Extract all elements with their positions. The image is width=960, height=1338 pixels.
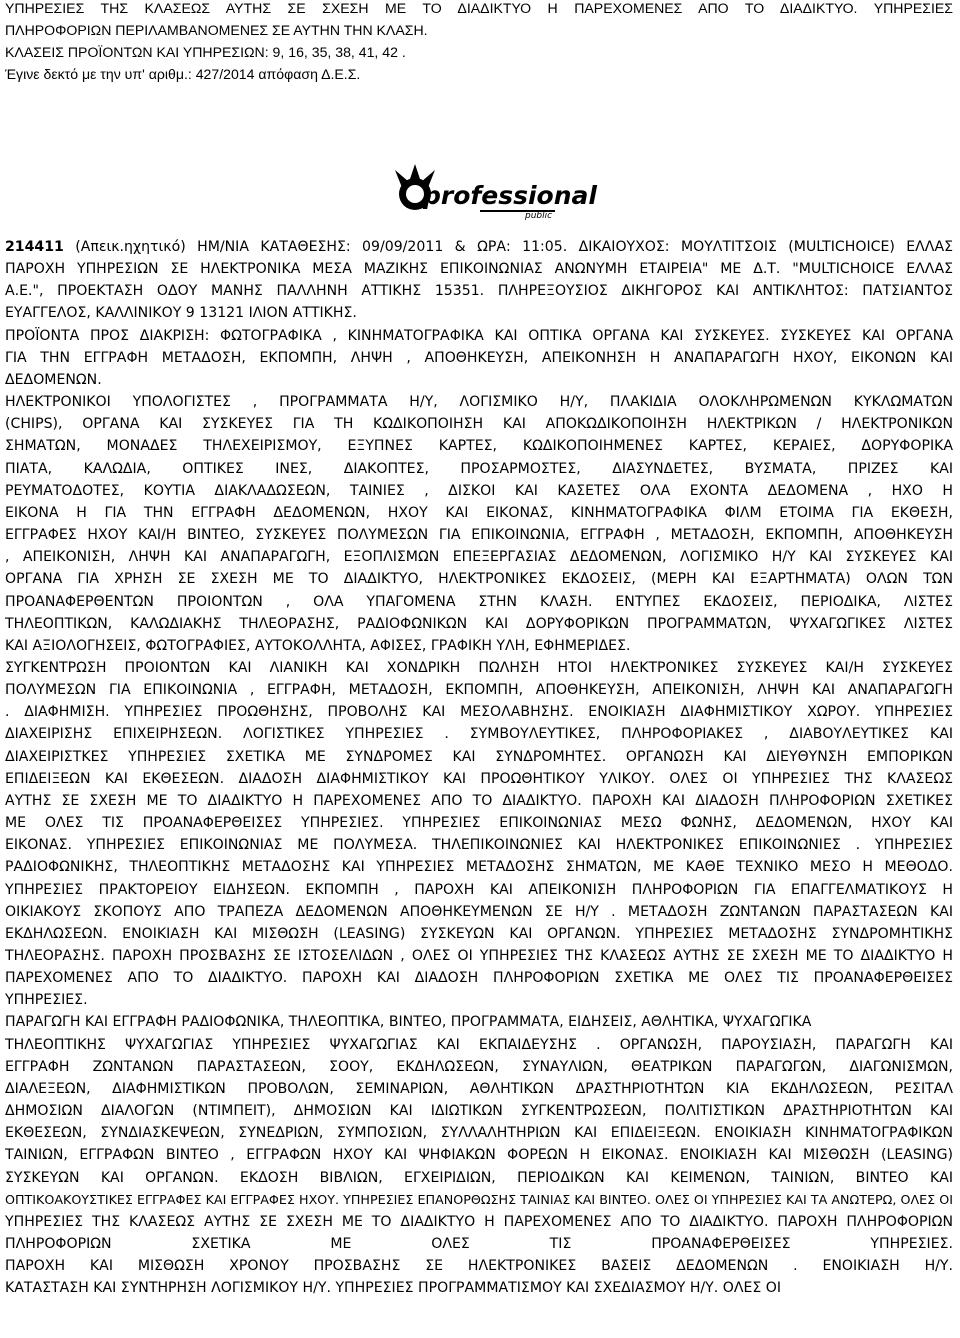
header-line: Έγινε δεκτό με την υπ' αριθμ.: 427/2014 απόφαση Δ.Ε.Σ. [5,66,361,83]
entry-line: ΕΓΓΡΑΦΕΣ ΗΧΟΥ ΚΑΙ/Η ΒΙΝΤΕΟ, ΣΥΣΚΕΥΕΣ ΠΟΛΥΜΕΣΩΝ ΓΙΑ ΕΠΙΚΟΙΝΩΝΙΑ, ΕΓΓΡΑΦΗ , ΜΕΤΑΔΟΣΗ, ΕΚΠΟΜΠΗ, ΑΠΟΘΗΚΕΥΣΗ [5,527,953,544]
entry-line: ΕΙΚΟΝΑ Η ΓΙΑ ΤΗΝ ΕΓΓΡΑΦΗ ΔΕΔΟΜΕΝΩΝ, ΗΧΟΥ ΚΑΙ ΕΙΚΟΝΑΣ, ΚΙΝΗΜΑΤΟΓΡΑΦΙΚΑ ΦΙΛΜ ΕΤΟΙΜΑ ΓΙΑ ΕΚΘΕΣΗ, [5,504,953,521]
entry-line: (CHIPS), ΟΡΓΑΝΑ ΚΑΙ ΣΥΣΚΕΥΕΣ ΓΙΑ ΤΗ ΚΩΔΙΚΟΠΟΙΗΣΗ ΚΑΙ ΑΠΟΚΩΔΙΚΟΠΟΙΗΣΗ ΗΛΕΚΤΡΙΚΩΝ / ΗΛΕΚΤΡΟΝΙΚΩΝ [5,416,953,433]
header-line: ΚΛΑΣΕΙΣ ΠΡΟΪΟΝΤΩΝ ΚΑΙ ΥΠΗΡΕΣΙΩΝ: 9, 16, 35, 38, 41, 42 . [5,44,406,61]
entry-line: ΕΓΓΡΑΦΗ ΖΩΝΤΑΝΩΝ ΠΑΡΑΣΤΑΣΕΩΝ, ΣΟΟΥ, ΕΚΔΗΛΩΣΕΩΝ, ΣΥΝΑΥΛΙΩΝ, ΘΕΑΤΡΙΚΩΝ ΠΑΡΑΓΩΓΩΝ, ΔΙΑΓΩΝΙΣΜΩΝ, [5,1058,953,1075]
entry-line: ΜΕ ΟΛΕΣ ΤΙΣ ΠΡΟΑΝΑΦΕΡΘΕΙΣΕΣ ΥΠΗΡΕΣΙΕΣ. ΥΠΗΡΕΣΙΕΣ ΕΠΙΚΟΙΝΩΝΙΑΣ ΜΕΣΩ ΦΩΝΗΣ, ΔΕΔΟΜΕΝΩΝ, ΗΧΟΥ ΚΑΙ [5,815,953,832]
entry-line: ΠΡΟΪΟΝΤΑ ΠΡΟΣ ΔΙΑΚΡΙΣΗ: ΦΩΤΟΓΡΑΦΙΚΑ , ΚΙΝΗΜΑΤΟΓΡΑΦΙΚΑ ΚΑΙ ΟΠΤΙΚΑ ΟΡΓΑΝΑ ΚΑΙ ΣΥΣΚΕΥΕΣ. ΣΥΣΚΕΥΕΣ ΚΑΙ ΟΡΓΑΝΑ [5,327,953,344]
entry-line: ΔΙΑΛΕΞΕΩΝ, ΔΙΑΦΗΜΙΣΤΙΚΩΝ ΠΡΟΒΟΛΩΝ, ΣΕΜΙΝΑΡΙΩΝ, ΑΘΛΗΤΙΚΩΝ ΔΡΑΣΤΗΡΙΟΤΗΤΩΝ ΚΙΑ ΕΚΔΗΛΩΣΕΩΝ, ΡΕΣΙΤΑΛ [5,1080,953,1097]
document-header [5,0,953,86]
entry-line: ΗΛΕΚΤΡΟΝΙΚΟΙ ΥΠΟΛΟΓΙΣΤΕΣ , ΠΡΟΓΡΑΜΜΑΤΑ Η/Υ, ΛΟΓΙΣΜΙΚΟ Η/Υ, ΠΛΑΚΙΔΙΑ ΟΛΟΚΛΗΡΩΜΕΝΩΝ ΚΥΚΛΩΜΑΤΩΝ [5,394,953,411]
entry-line: ΣΥΓΚΕΝΤΡΩΣΗ ΠΡΟΙΟΝΤΩΝ ΚΑΙ ΛΙΑΝΙΚΗ ΚΑΙ ΧΟΝΔΡΙΚΗ ΠΩΛΗΣΗ ΗΤΟΙ ΗΛΕΚΤΡΟΝΙΚΕΣ ΣΥΣΚΕΥΕΣ ΚΑΙ/Η ΣΥΣΚΕΥΕΣ [5,659,953,676]
entry-line: ΤΗΛΕΟΠΤΙΚΗΣ ΨΥΧΑΓΩΓΙΑΣ ΥΠΗΡΕΣΙΕΣ ΨΥΧΑΓΩΓΙΑΣ ΚΑΙ ΕΚΠΑΙΔΕΥΣΗΣ . ΟΡΓΑΝΩΣΗ, ΠΑΡΟΥΣΙΑΣΗ, ΠΑΡΑΓΩΓΗ ΚΑΙ [5,1036,953,1053]
entry-line: ΥΠΗΡΕΣΙΕΣ. [5,992,88,1009]
trademark-logo [385,160,597,221]
entry-line: ΠΟΛΥΜΕΣΩΝ ΓΙΑ ΕΠΙΚΟΙΝΩΝΙΑ , ΕΓΓΡΑΦΗ, ΜΕΤΑΔΟΣΗ, ΕΚΠΟΜΠΗ, ΑΠΟΘΗΚΕΥΣΗ, ΑΠΕΙΚΟΝΙΣΗ, ΛΗΨΗ ΚΑΙ ΑΝΑΠΑΡΑΓΩΓΗ [5,682,953,699]
trademark-entry [5,236,953,1300]
entry-line: ΠΑΡΟΧΗ ΥΠΗΡΕΣΙΩΝ ΣΕ ΗΛΕΚΤΡΟΝΙΚΑ ΜΕΣΑ ΜΑΖΙΚΗΣ ΕΠΙΚΟΙΝΩΝΙΑΣ ΑΝΩΝΥΜΗ ΕΤΑΙΡΕΙΑ" ΜΕ Δ.Τ. "MULTICHOICE ΕΛΛΑΣ [5,261,953,278]
entry-line: ΔΙΑΧΕΙΡΙΣΗΣ ΕΠΙΧΕΙΡΗΣΕΩΝ. ΛΟΓΙΣΤΙΚΕΣ ΥΠΗΡΕΣΙΕΣ . ΣΥΜΒΟΥΛΕΥΤΙΚΕΣ, ΠΛΗΡΟΦΟΡΙΑΚΕΣ , ΔΙΑΒΟΥΛΕΥΤΙΚΕΣ ΚΑΙ [5,726,953,743]
entry-line: ΡΕΥΜΑΤΟΔΟΤΕΣ, ΚΟΥΤΙΑ ΔΙΑΚΛΑΔΩΣΕΩΝ, ΤΑΙΝΙΕΣ , ΔΙΣΚΟΙ ΚΑΙ ΚΑΣΕΤΕΣ ΟΛΑ ΕΧΟΝΤΑ ΔΕΔΟΜΕΝΑ , ΗΧΟ Η [5,482,953,499]
entry-line: ΚΑΙ ΑΞΙΟΛΟΓΗΣΕΙΣ, ΦΩΤΟΓΡΑΦΙΕΣ, ΑΥΤΟΚΟΛΛΗΤΑ, ΑΦΙΣΕΣ, ΓΡΑΦΙΚΗ ΥΛΗ, ΕΦΗΜΕΡΙΔΕΣ. [5,637,631,654]
entry-line: ΕΙΚΟΝΑΣ. ΥΠΗΡΕΣΙΕΣ ΕΠΙΚΟΙΝΩΝΙΑΣ ΜΕ ΠΟΛΥΜΕΣΑ. ΤΗΛΕΠΙΚΟΙΝΩΝΙΕΣ ΚΑΙ ΗΛΕΚΤΡΟΝΙΚΕΣ ΕΠΙΚΟΙΝΩΝΙΕΣ . ΥΠΗΡΕΣΙΕΣ [5,837,953,854]
entry-line: ΠΙΑΤΑ, ΚΑΛΩΔΙΑ, ΟΠΤΙΚΕΣ ΙΝΕΣ, ΔΙΑΚΟΠΤΕΣ, ΠΡΟΣΑΡΜΟΣΤΕΣ, ΔΙΑΣΥΝΔΕΤΕΣ, ΒΥΣΜΑΤΑ, ΠΡΙΖΕΣ ΚΑΙ [5,460,953,477]
entry-line: ΠΑΡΑΓΩΓΗ ΚΑΙ ΕΓΓΡΑΦΗ ΡΑΔΙΟΦΩΝΙΚΑ, ΤΗΛΕΟΠΤΙΚΑ, ΒΙΝΤΕΟ, ΠΡΟΓΡΑΜΜΑΤΑ, ΕΙΔΗΣΕΙΣ, ΑΘΛΗΤΙΚΑ, ΨΥΧΑΓΩΓΙΚΑ [5,1014,812,1031]
entry-line: ΤΗΛΕΟΠΤΙΚΩΝ, ΚΑΛΩΔΙΑΚΗΣ ΤΗΛΕΟΡΑΣΗΣ, ΡΑΔΙΟΦΩΝΙΚΩΝ ΚΑΙ ΔΟΡΥΦΟΡΙΚΩΝ ΠΡΟΓΡΑΜΜΑΤΩΝ, ΨΥΧΑΓΩΓΙΚΕΣ ΛΙΣΤΕΣ [5,615,953,632]
entry-line: ΕΚΔΗΛΩΣΕΩΝ. ΕΝΟΙΚΙΑΣΗ ΚΑΙ ΜΙΣΘΩΣΗ (LEASING) ΣΥΣΚΕΥΩΝ ΚΑΙ ΟΡΓΑΝΩΝ. ΥΠΗΡΕΣΙΕΣ ΜΕΤΑΔΟΣΗΣ ΣΥΝΔΡΟΜΗΤΙΚΗΣ [5,925,953,942]
entry-line: ΥΠΗΡΕΣΙΕΣ ΤΗΣ ΚΛΑΣΕΩΣ ΑΥΤΗΣ ΣΕ ΣΧΕΣΗ ΜΕ ΤΟ ΔΙΑΔΙΚΤΥΟ Η ΠΑΡΕΧΟΜΕΝΕΣ ΑΠΟ ΤΟ ΔΙΑΔΙΚΤΥΟ. ΠΑΡΟΧΗ ΠΛΗΡΟΦΟΡΙΩΝ [5,1213,953,1230]
entry-line: ΕΚΘΕΣΕΩΝ, ΣΥΝΔΙΑΣΚΕΨΕΩΝ, ΣΥΝΕΔΡΙΩΝ, ΣΥΜΠΟΣΙΩΝ, ΣΥΛΛΑΛΗΤΗΡΙΩΝ ΚΑΙ ΕΠΙΔΕΙΞΕΩΝ. ΕΝΟΙΚΙΑΣΗ ΚΙΝΗΜΑΤΟΓΡΑΦΙΚΩΝ [5,1125,953,1142]
entry-line: . ΔΙΑΦΗΜΙΣΗ. ΥΠΗΡΕΣΙΕΣ ΠΡΟΩΘΗΣΗΣ, ΠΡΟΒΟΛΗΣ ΚΑΙ ΜΕΣΟΛΑΒΗΣΗΣ. ΕΝΟΙΚΙΑΣΗ ΔΙΑΦΗΜΙΣΤΙΚΟΥ ΧΩΡΟΥ. ΥΠΗΡΕΣΙΕΣ [5,704,953,721]
entry-line: Α.Ε.", ΠΡΟΕΚΤΑΣΗ ΟΔΟΥ ΜΑΝΗΣ ΠΑΛΛΗΝΗ ΑΤΤΙΚΗΣ 15351. ΠΛΗΡΕΞΟΥΣΙΟΣ ΔΙΚΗΓΟΡΟΣ ΚΑΙ ΑΝΤΙΚΛΗΤΟΣ: ΠΑΤΣΙΑΝΤΟΣ [5,283,953,300]
header-line: ΥΠΗΡΕΣΙΕΣ ΤΗΣ ΚΛΑΣΕΩΣ ΑΥΤΗΣ ΣΕ ΣΧΕΣΗ ΜΕ ΤΟ ΔΙΑΔΙΚΤΥΟ Η ΠΑΡΕΧΟΜΕΝΕΣ ΑΠΟ ΤΟ ΔΙΑΔΙΚΤΥΟ. ΥΠΗΡΕΣΙΕΣ [5,0,953,16]
entry-line: ΟΡΓΑΝΑ ΓΙΑ ΧΡΗΣΗ ΣΕ ΣΧΕΣΗ ΜΕ ΤΟ ΔΙΑΔΙΚΤΥΟ, ΗΛΕΚΤΡΟΝΙΚΕΣ ΕΚΔΟΣΕΙΣ, (ΜΕΡΗ ΚΑΙ ΕΞΑΡΤΗΜΑΤΑ) ΟΛΩΝ ΤΩΝ [5,571,953,588]
entry-line: ΠΑΡΟΧΗ ΚΑΙ ΜΙΣΘΩΣΗ ΧΡΟΝΟΥ ΠΡΟΣΒΑΣΗΣ ΣΕ ΗΛΕΚΤΡΟΝΙΚΕΣ ΒΑΣΕΙΣ ΔΕΔΟΜΕΝΩΝ . ΕΝΟΙΚΙΑΣΗ Η/Υ. [5,1258,953,1275]
entry-line: ΤΑΙΝΙΩΝ, ΕΓΓΡΑΦΩΝ ΒΙΝΤΕΟ , ΕΓΓΡΑΦΩΝ ΗΧΟΥ ΚΑΙ ΨΗΦΙΑΚΩΝ ΦΟΡΕΩΝ Η ΕΙΚΟΝΑΣ. ΕΝΟΙΚΙΑΣΗ ΚΑΙ ΜΙΣΘΩΣΗ (LEASING) [5,1147,953,1164]
entry-line: ΡΑΔΙΟΦΩΝΙΚΗΣ, ΤΗΛΕΟΠΤΙΚΗΣ ΜΕΤΑΔΟΣΗΣ ΚΑΙ ΥΠΗΡΕΣΙΕΣ ΜΕΤΑΔΟΣΗΣ ΣΗΜΑΤΩΝ, ΜΕ ΚΑΘΕ ΤΕΧΝΙΚΟ ΜΕΣΟ Η ΜΕΘΟΔΟ. [5,859,953,876]
entry-first-line [5,236,953,258]
entry-line: ΟΠΤΙΚΟΑΚΟΥΣΤΙΚΕΣ ΕΓΓΡΑΦΕΣ ΚΑΙ ΕΓΓΡΑΦΕΣ ΗΧΟΥ. ΥΠΗΡΕΣΙΕΣ ΕΠΑΝΟΡΘΩΣΗΣ ΤΑΙΝΙΑΣ ΚΑΙ ΒΙΝΤΕΟ. ΟΛΕΣ ΟΙ ΥΠΗΡΕΣΙΕΣ ΚΑΙ ΤΑ ΑΝΩΤΕΡΩ, ΟΛΕΣ ΟΙ [5,1191,953,1207]
entry-line: ΓΙΑ ΤΗΝ ΕΓΓΡΑΦΗ ΜΕΤΑΔΟΣΗ, ΕΚΠΟΜΠΗ, ΛΗΨΗ , ΑΠΟΘΗΚΕΥΣΗ, ΑΠΕΙΚΟΝΗΣΗ Η ΑΝΑΠΑΡΑΓΩΓΗ ΗΧΟΥ, ΕΙΚΟΝΩΝ ΚΑΙ [5,349,953,366]
entry-line: ΔΗΜΟΣΙΩΝ ΔΙΑΛΟΓΩΝ (ΝΤΙΜΠΕΙΤ), ΔΗΜΟΣΙΩΝ ΚΑΙ ΙΔΙΩΤΙΚΩΝ ΣΥΓΚΕΝΤΡΩΣΕΩΝ, ΠΟΛΙΤΙΣΤΙΚΩΝ ΔΡΑΣΤΗΡΙΟΤΗΤΩΝ ΚΑΙ [5,1103,953,1120]
logo-sub: public [525,211,553,221]
entry-line: , ΑΠΕΙΚΟΝΙΣΗ, ΛΗΨΗ ΚΑΙ ΑΝΑΠΑΡΑΓΩΓΗ, ΕΞΟΠΛΙΣΜΩΝ ΕΠΕΞΕΡΓΑΣΙΑΣ ΔΕΔΟΜΕΝΩΝ, ΛΟΓΙΣΜΙΚΟ Η/Υ ΚΑΙ ΣΥΣΚΕΥΕΣ ΚΑΙ [5,549,953,566]
entry-line: ΤΗΛΕΟΡΑΣΗΣ. ΠΑΡΟΧΗ ΠΡΟΣΒΑΣΗΣ ΣΕ ΙΣΤΟΣΕΛΙΔΩΝ , ΟΛΕΣ ΟΙ ΥΠΗΡΕΣΙΕΣ ΤΗΣ ΚΛΑΣΕΩΣ ΑΥΤΗΣ ΣΕ ΣΧΕΣΗ ΜΕ ΤΟ ΔΙΑΔΙΚΤΥΟ Η [5,948,953,964]
entry-line: ΠΑΡΕΧΟΜΕΝΕΣ ΑΠΟ ΤΟ ΔΙΑΔΙΚΤΥΟ. ΠΑΡΟΧΗ ΚΑΙ ΔΙΑΔΟΣΗ ΠΛΗΡΟΦΟΡΙΩΝ ΣΧΕΤΙΚΑ ΜΕ ΟΛΕΣ ΤΙΣ ΠΡΟΑΝΑΦΕΡΘΕΙΣΕΣ [5,970,953,987]
entry-line: ΕΥΑΓΓΕΛΟΣ, ΚΑΛΛΙΝΙΚΟΥ 9 13121 ΙΛΙΟΝ ΑΤΤΙΚΗΣ. [5,305,357,322]
logo-word: professional [423,181,597,210]
entry-line: ΟΙΚΙΑΚΟΥΣ ΣΚΟΠΟΥΣ ΑΠΟ ΤΡΑΠΕΖΑ ΔΕΔΟΜΕΝΩΝ ΑΠΟΘΗΚΕΥΜΕΝΩΝ ΣΕ Η/Υ . ΜΕΤΑΔΟΣΗ ΖΩΝΤΑΝΩΝ ΠΑΡΑΣΤΑΣΕΩΝ ΚΑΙ [5,903,953,920]
entry-line: ΑΥΤΗΣ ΣΕ ΣΧΕΣΗ ΜΕ ΤΟ ΔΙΑΔΙΚΤΥΟ Η ΠΑΡΕΧΟΜΕΝΕΣ ΑΠΟ ΤΟ ΔΙΑΔΙΚΤΥΟ. ΠΑΡΟΧΗ ΚΑΙ ΔΙΑΔΟΣΗ ΠΛΗΡΟΦΟΡΙΩΝ ΣΧΕΤΙΚΕΣ [5,792,953,809]
entry-line: ΠΡΟΑΝΑΦΕΡΘΕΝΤΩΝ ΠΡΟΙΟΝΤΩΝ , ΟΛΑ ΥΠΑΓΟΜΕΝΑ ΣΤΗΝ ΚΛΑΣΗ. ΕΝΤΥΠΕΣ ΕΚΔΟΣΕΙΣ, ΠΕΡΙΟΔΙΚΑ, ΛΙΣΤΕΣ [5,593,953,610]
entry-line: ΔΙΑΧΕΙΡΙΣΤΚΕΣ ΥΠΗΡΕΣΙΕΣ ΣΧΕΤΙΚΑ ΜΕ ΣΥΝΔΡΟΜΕΣ ΚΑΙ ΣΥΝΔΡΟΜΗΤΕΣ. ΟΡΓΑΝΩΣΗ ΚΑΙ ΔΙΕΥΘΥΝΣΗ ΕΜΠΟΡΙΚΩΝ [5,748,953,765]
entry-line: ΠΛΗΡΟΦΟΡΙΩΝ ΣΧΕΤΙΚΑ ΜΕ ΟΛΕΣ ΤΙΣ ΠΡΟΑΝΑΦΕΡΘΕΙΣΕΣ ΥΠΗΡΕΣΙΕΣ. [5,1236,953,1253]
entry-line: (Απεικ.ηχητικό) ΗΜ/ΝΙΑ ΚΑΤΑΘΕΣΗΣ: 09/09/2011 & ΩΡΑ: 11:05. ΔΙΚΑΙΟΥΧΟΣ: ΜΟΥΛΤΙΤΣΟΙΣ (MULTICHOICE) ΕΛΛΑΣ [63,239,953,255]
entry-line: ΣΥΣΚΕΥΩΝ ΚΑΙ ΟΡΓΑΝΩΝ. ΕΚΔΟΣΗ ΒΙΒΛΙΩΝ, ΕΓΧΕΙΡΙΔΙΩΝ, ΠΕΡΙΟΔΙΚΩΝ ΚΑΙ ΚΕΙΜΕΝΩΝ, ΤΑΙΝΙΩΝ, ΒΙΝΤΕΟ ΚΑΙ [5,1169,953,1186]
entry-line: ΣΗΜΑΤΩΝ, ΜΟΝΑΔΕΣ ΤΗΛΕΧΕΙΡΙΣΜΟΥ, ΕΞΥΠΝΕΣ ΚΑΡΤΕΣ, ΚΩΔΙΚΟΠΟΙΗΜΕΝΕΣ ΚΑΡΤΕΣ, ΚΕΡΑΙΕΣ, ΔΟΡΥΦΟΡΙΚΑ [5,438,953,455]
header-line: ΠΛΗΡΟΦΟΡΙΩΝ ΠΕΡΙΛΑΜΒΑΝΟΜΕΝΕΣ ΣΕ ΑΥΤΗΝ ΤΗΝ ΚΛΑΣΗ. [5,22,428,39]
entry-line: ΥΠΗΡΕΣΙΕΣ ΠΡΑΚΤΟΡΕΙΟΥ ΕΙΔΗΣΕΩΝ. ΕΚΠΟΜΠΗ , ΠΑΡΟΧΗ ΚΑΙ ΑΠΕΙΚΟΝΙΣΗ ΠΛΗΡΟΦΟΡΙΩΝ ΓΙΑ ΕΠΑΓΓΕΛΜΑΤΙΚΟΥΣ Η [5,881,953,898]
trademark-logo-graphic [385,160,597,221]
entry-line: ΕΠΙΔΕΙΞΕΩΝ ΚΑΙ ΕΚΘΕΣΕΩΝ. ΔΙΑΔΟΣΗ ΔΙΑΦΗΜΙΣΤΙΚΟΥ ΚΑΙ ΠΡΟΩΘΗΤΙΚΟΥ ΥΛΙΚΟΥ. ΟΛΕΣ ΟΙ ΥΠΗΡΕΣΙΕΣ ΤΗΣ ΚΛΑΣΕΩΣ [5,770,953,787]
entry-number: 214411 [5,239,64,255]
entry-line: ΚΑΤΑΣΤΑΣΗ ΚΑΙ ΣΥΝΤΗΡΗΣΗ ΛΟΓΙΣΜΙΚΟΥ Η/Υ. ΥΠΗΡΕΣΙΕΣ ΠΡΟΓΡΑΜΜΑΤΙΣΜΟΥ ΚΑΙ ΣΧΕΔΙΑΣΜΟΥ Η/Υ. ΟΛΕΣ ΟΙ [5,1280,782,1297]
entry-line: ΔΕΔΟΜΕΝΩΝ. [5,371,102,388]
